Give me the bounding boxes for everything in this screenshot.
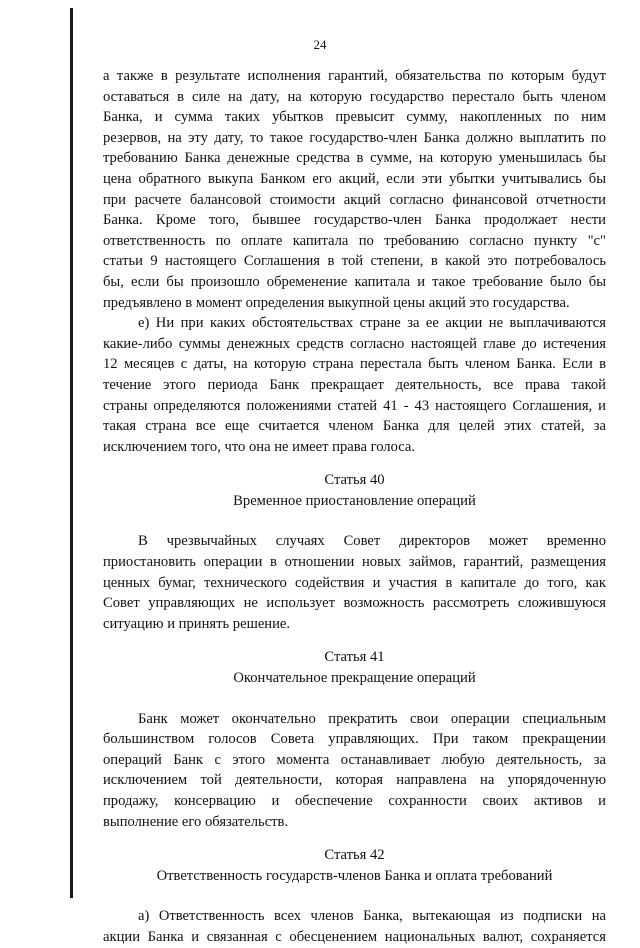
text-line: требованию Банка денежные средства в сумме, на которую уменьшилась бы	[103, 150, 606, 167]
article-40-title: Временное приостановление операций	[233, 492, 476, 509]
text-line: течение этого периода Банк прекращает деятельность, все права такой	[103, 376, 606, 393]
text-line: цена обратного выкупа Банком его акций, если эти убытки учитывались бы	[103, 170, 606, 187]
text-line: а также в результате исполнения гарантий, обязательства по которым будут	[103, 68, 606, 84]
text-line: приостановить операции в отношении новых займов, гарантий, размещения	[103, 554, 606, 571]
text-line: при расчете балансовой стоимости акций согласно финансовой отчетности	[103, 191, 606, 208]
paragraph-e	[103, 313, 606, 457]
text-line: Совет управляющих не использует возможность рассмотреть сложившуюся	[103, 595, 606, 612]
text-line: акции Банка и связанная с обесценением национальных валют, сохраняется	[103, 928, 606, 945]
text-line: выполнение его обязательств.	[103, 813, 289, 830]
document-body	[103, 66, 606, 948]
article-40-number: Статья 40	[324, 472, 385, 489]
paragraph-continuation	[103, 66, 606, 313]
text-line: ситуацию и принять решение.	[103, 615, 291, 632]
text-line: 12 месяцев с даты, на которую страна перестала быть членом Банка. Если в	[103, 356, 606, 373]
article-42-number: Статья 42	[324, 847, 385, 864]
text-line: предъявлено в момент определения выкупной цены акций это государства.	[103, 294, 570, 311]
text-line: какие-либо суммы денежных средств согласно настоящей главе до истечения	[103, 335, 606, 352]
article-41-number: Статья 41	[324, 649, 385, 666]
text-line: резервов, на эту дату, то такое государство-член Банка должно выплатить по	[103, 129, 606, 146]
text-line: исключением того, что она не имеет права голоса.	[103, 438, 416, 455]
text-line: e) Ни при каких обстоятельствах стране за ее акции не выплачиваются	[138, 315, 606, 332]
text-line: бы, если бы произошло обременение капитала и такое требование было бы	[103, 273, 606, 290]
text-line: Банк может окончательно прекратить свои операции специальным	[138, 710, 606, 727]
page-number: 24	[313, 37, 327, 52]
article-41-title: Окончательное прекращение операций	[233, 670, 476, 687]
text-line: операций Банк с этого момента останавливает любую деятельность, за	[103, 751, 606, 768]
article-42-title: Ответственность государств-членов Банка и оплата требований	[156, 867, 553, 884]
text-line: ценных бумаг, технического содействия и участия в капитале до того, как	[103, 574, 606, 591]
text-line: страны определяются положениями статей 41 - 43 настоящего Соглашения, и	[103, 397, 606, 414]
text-line: В чрезвычайных случаях Совет директоров может временно	[138, 533, 606, 550]
text-line: ответственность по оплате капитала по требованию согласно пункту "c"	[103, 232, 606, 249]
text-line: статьи 9 настоящего Соглашения в той степени, в какой это потребовалось	[103, 253, 606, 270]
text-line: такая страна все еще считается членом Банка для целей этих статей, за	[103, 418, 606, 435]
text-line: Банка. Кроме того, бывшее государство-член Банка продолжает нести	[103, 212, 606, 229]
article-41-paragraph	[103, 709, 606, 833]
text-line: Банка, и сумма таких убытков превысит сумму, накопленных по ним	[103, 109, 606, 126]
text-line: оставаться в силе на дату, на которую государство перестало быть членом	[103, 88, 606, 105]
article-40-paragraph	[103, 531, 606, 634]
text-line: продажу, консервацию и обеспечение сохранности своих активов и	[103, 793, 606, 809]
text-line: исключением той деятельности, которая направлена на упорядоченную	[103, 772, 606, 789]
text-line: большинством голосов Совета управляющих. При таком прекращении	[103, 731, 606, 748]
article-42-paragraph-a	[103, 906, 606, 947]
binding-margin-line	[70, 8, 73, 898]
text-line: а) Ответственность всех членов Банка, вытекающая из подписки на	[138, 908, 606, 925]
